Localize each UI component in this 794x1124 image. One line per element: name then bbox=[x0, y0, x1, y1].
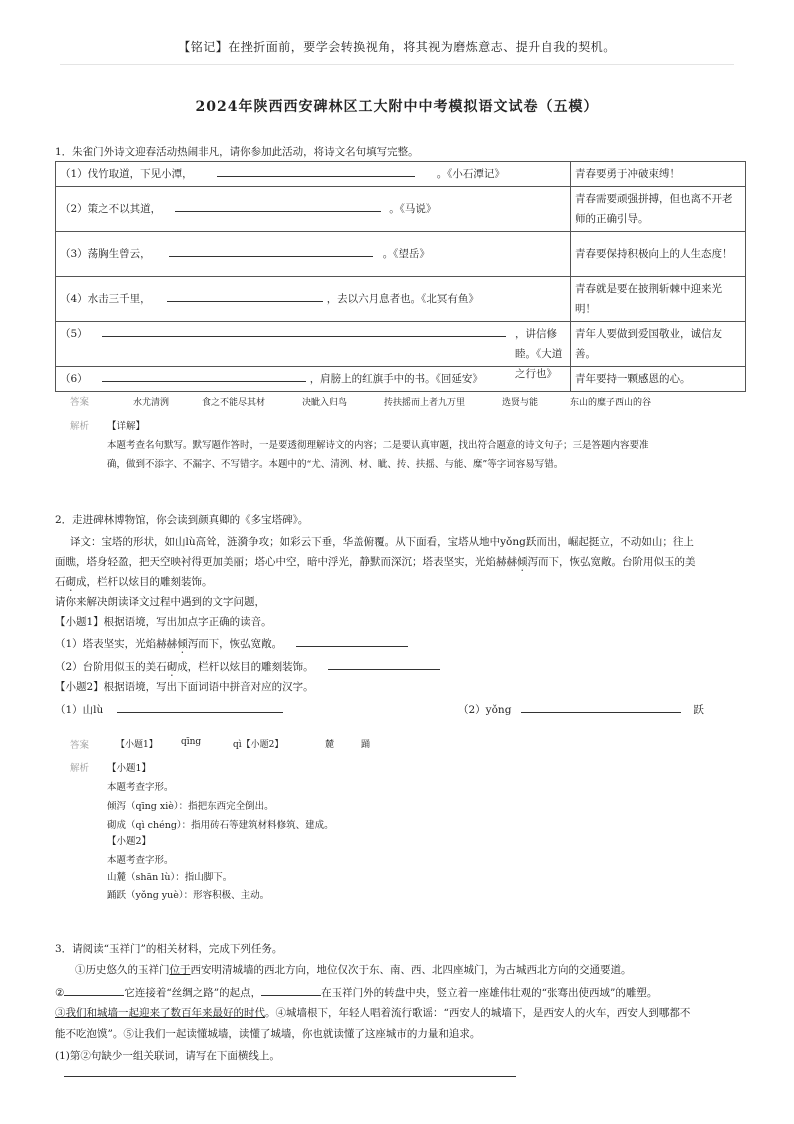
header-divider bbox=[60, 64, 734, 65]
q3-line2 bbox=[55, 983, 657, 1000]
q1-row2-left bbox=[56, 187, 571, 232]
answer-blank[interactable] bbox=[117, 700, 283, 713]
dotted-char: 倾 bbox=[517, 556, 528, 568]
q1-row4-left bbox=[56, 277, 571, 322]
q2-sub2-item2 bbox=[458, 700, 704, 717]
q2-answer-2: qīng bbox=[181, 737, 202, 747]
q1-answer-6: 东山的糜子西山的谷 bbox=[570, 398, 652, 408]
q1-analysis-head: 【详解】 bbox=[107, 421, 146, 432]
q2-item-text: 泻而下，恢弘宽敞。 bbox=[187, 638, 283, 650]
q2-item-text: 成，栏杆以炫目的雕刻装饰。 bbox=[177, 661, 314, 673]
q1-answer-4: 抟扶摇而上者九万里 bbox=[384, 398, 466, 408]
q1-answer-2: 食之不能尽其材 bbox=[202, 398, 266, 408]
q1-heading: 1．朱雀门外诗文迎春活动热闹非凡，请你参加此活动，将诗文名句填写完整。 bbox=[55, 146, 419, 158]
q3-line4: 能不吃泡馍”。⑤让我们一起读懂城墙，读懂了城墙，你也就读懂了这座城市的力量和追求。 bbox=[55, 1028, 481, 1040]
q1-row1-prefix: （1）伐竹取道，下见小潭， bbox=[60, 168, 193, 180]
answer-blank[interactable] bbox=[169, 244, 373, 257]
q2-analysis-line: 【小题1】 bbox=[107, 763, 152, 774]
answer-blank[interactable] bbox=[328, 657, 440, 670]
q2-item-text: （1）塔表坚实，光焰赫赫 bbox=[55, 638, 178, 650]
q2-analysis-line: 本题考查字形。 bbox=[107, 782, 174, 793]
q3-text: 西安明清城墙的西北方向，地位仅次于东、南、西、北四座城门，为古城西北方向的交通要道。 bbox=[190, 964, 632, 976]
q2-sub1-item1 bbox=[55, 634, 408, 656]
q2-analysis-line: 砌成（qì chéng）：指用砖石等建筑材料修筑、建成。 bbox=[107, 820, 334, 831]
q2-answer-1: 【小题1】 bbox=[116, 740, 158, 750]
answer-blank[interactable] bbox=[102, 369, 306, 382]
q1-row1-suffix: 。《小石潭记》 bbox=[436, 168, 505, 180]
q1-row1-left bbox=[56, 162, 571, 187]
q2-para-text: 石 bbox=[55, 576, 66, 588]
q2-para-text: 成，栏杆以炫目的雕刻装饰。 bbox=[76, 576, 213, 588]
q2-answer-4: 麓 bbox=[325, 740, 335, 750]
q2-analysis-label: 解析 bbox=[70, 763, 90, 774]
q1-analysis-line2: 确，做到不添字、不漏字、不写错字。本题中的“尤、清洌、材、眦、抟、扶摇、与能、糜”等字词容易写错。 bbox=[107, 459, 564, 470]
q1-row4-right: 青春就是要在披荆斩棘中迎来光明！ bbox=[571, 277, 746, 322]
q1-row3-left bbox=[56, 232, 571, 277]
table-row bbox=[56, 322, 746, 367]
q2-item-text: （2）yǒng bbox=[458, 704, 512, 716]
q1-row4-prefix: （4）水击三千里， bbox=[60, 293, 151, 305]
q3-text: 。④城墙根下，年轻人唱着流行歌谣：“西安人的城墙下，是西安人的火车，西安人到哪都不 bbox=[265, 1007, 691, 1019]
q2-para-text: 泻而下，恢弘宽敞。台阶用似玉的美 bbox=[527, 556, 696, 568]
q3-underlined: 位于 bbox=[169, 964, 191, 976]
q2-para-line2 bbox=[55, 554, 696, 574]
q1-answer-5: 选贤与能 bbox=[502, 398, 539, 408]
q2-sub2-item1 bbox=[55, 700, 283, 717]
q2-para-line1: 译文：宝塔的形状，如山lù高耸，涟漪争攻；如彩云下垂，华盖俯覆。从下面看，宝塔从地中yǒng跃而出，崛起挺立，不动如山；往上 bbox=[70, 536, 694, 548]
motto-banner: 【铭记】在挫折面前，要学会转换视角，将其视为磨炼意志、提升自我的契机。 bbox=[178, 40, 616, 54]
q2-analysis-line: 山麓（shān lù）：指山脚下。 bbox=[107, 872, 233, 883]
answer-blank[interactable] bbox=[64, 983, 124, 996]
table-row bbox=[56, 367, 746, 392]
table-row bbox=[56, 162, 746, 187]
q2-sub1-item2 bbox=[55, 657, 440, 679]
q2-answer-label: 答案 bbox=[70, 740, 90, 751]
q2-answer-3: qì【小题2】 bbox=[233, 740, 284, 750]
q1-row6-left bbox=[56, 367, 571, 392]
q1-row5-suffix: ，讲信修睦。《大道之行也》 bbox=[515, 328, 563, 380]
q3-underlined: ③我们和城墙一起迎来了数百年来最好的时代 bbox=[55, 1007, 265, 1019]
q3-heading: 3．请阅读“玉祥门”的相关材料，完成下列任务。 bbox=[55, 943, 283, 955]
q2-sub1-heading: 【小题1】根据语境，写出加点字正确的读音。 bbox=[55, 616, 272, 628]
q1-answer-3: 决眦入归鸟 bbox=[302, 398, 348, 408]
q1-row6-right: 青年要持一颗感恩的心。 bbox=[571, 367, 746, 392]
q1-poem-table bbox=[55, 161, 746, 392]
q1-row6-suffix: ，肩膀上的红旗手中的书。《回延安》 bbox=[309, 373, 483, 385]
q3-line3 bbox=[55, 1005, 690, 1020]
q3-line1 bbox=[75, 962, 632, 977]
q1-row3-prefix: （3）荡胸生曾云， bbox=[60, 248, 151, 260]
q2-analysis-line: 【小题2】 bbox=[107, 836, 152, 847]
q1-row1-right: 青春要勇于冲破束缚！ bbox=[571, 162, 746, 187]
answer-blank[interactable] bbox=[296, 634, 408, 647]
q3-text: 在玉祥门外的转盘中央，竖立着一座雄伟壮观的“张骞出使西域”的雕塑。 bbox=[321, 987, 658, 999]
dotted-char: 砌 bbox=[166, 661, 178, 673]
answer-blank[interactable] bbox=[261, 983, 321, 996]
q1-row2-right: 青春需要顽强拼搏，但也离不开老师的正确引导。 bbox=[571, 187, 746, 232]
q2-item-text: （2）台阶用似玉的美石 bbox=[55, 661, 167, 673]
q2-analysis-line: 踊跃（yǒng yuè）：形容积极、主动。 bbox=[107, 890, 270, 901]
answer-blank[interactable] bbox=[521, 700, 681, 713]
q2-analysis-line: 本题考查字形。 bbox=[107, 855, 174, 866]
q1-row2-suffix: 。《马说》 bbox=[389, 203, 437, 215]
q1-analysis-line1: 本题考查名句默写。默写题作答时，一是要透彻理解诗文的内容；二是要认真审题，找出符合题意的诗文句子；三是答题内容要准 bbox=[107, 440, 649, 451]
q1-row5-prefix: （5） bbox=[60, 328, 88, 340]
q1-row6-prefix: （6） bbox=[60, 373, 88, 385]
q2-answer-5: 踊 bbox=[361, 740, 371, 750]
q2-instruction: 请你来解决朗读译文过程中遇到的文字问题， bbox=[55, 596, 265, 608]
q3-text: ② bbox=[55, 987, 65, 999]
dotted-char: 倾 bbox=[177, 638, 188, 650]
answer-line[interactable] bbox=[64, 1076, 516, 1077]
q1-row5-right: 青年人要做到爱国敬业，诚信友善。 bbox=[571, 322, 746, 367]
q3-sub1: (1)第②句缺少一组关联词，请写在下面横线上。 bbox=[55, 1050, 280, 1062]
q1-row3-right: 青春要保持积极向上的人生态度！ bbox=[571, 232, 746, 277]
table-row bbox=[56, 187, 746, 232]
q1-answer-1: 水尤清洌 bbox=[133, 398, 170, 408]
q1-row4-suffix: ，去以六月息者也。《北冥有鱼》 bbox=[326, 293, 479, 305]
answer-blank[interactable] bbox=[217, 164, 415, 177]
q1-row3-suffix: 。《望岳》 bbox=[382, 248, 430, 260]
q2-item-text: 跃 bbox=[693, 704, 704, 716]
q2-heading: 2．走进碑林博物馆，你会读到颜真卿的《多宝塔碑》。 bbox=[55, 514, 309, 526]
answer-blank[interactable] bbox=[175, 199, 381, 212]
table-row bbox=[56, 277, 746, 322]
q1-answer-label: 答案 bbox=[70, 397, 90, 408]
q1-analysis-label: 解析 bbox=[70, 421, 90, 432]
answer-blank[interactable] bbox=[102, 324, 506, 337]
q3-text: 它连接着“丝绸之路”的起点， bbox=[124, 987, 262, 999]
q1-row2-prefix: （2）策之不以其道， bbox=[60, 203, 162, 215]
table-row bbox=[56, 232, 746, 277]
page-title: 2024年陕西西安碑林区工大附中中考模拟语文试卷（五模） bbox=[195, 99, 599, 115]
answer-blank[interactable] bbox=[167, 289, 323, 302]
dotted-char: 砌 bbox=[65, 576, 76, 588]
q2-para-line3 bbox=[55, 574, 213, 594]
q2-para-text: 面瞧，塔身轻盈，把天空映衬得更加美丽；塔心中空，暗中浮光，静默而深沉；塔表坚实，光焰赫赫 bbox=[55, 556, 517, 568]
q2-analysis-line: 倾泻（qīng xiè）：指把东西完全倒出。 bbox=[107, 801, 274, 812]
q2-sub2-heading: 【小题2】根据语境，写出下面词语中拼音对应的汉字。 bbox=[55, 681, 314, 693]
q2-item-text: （1）山lù bbox=[55, 704, 104, 716]
q3-text: ①历史悠久的玉祥门 bbox=[75, 964, 170, 976]
